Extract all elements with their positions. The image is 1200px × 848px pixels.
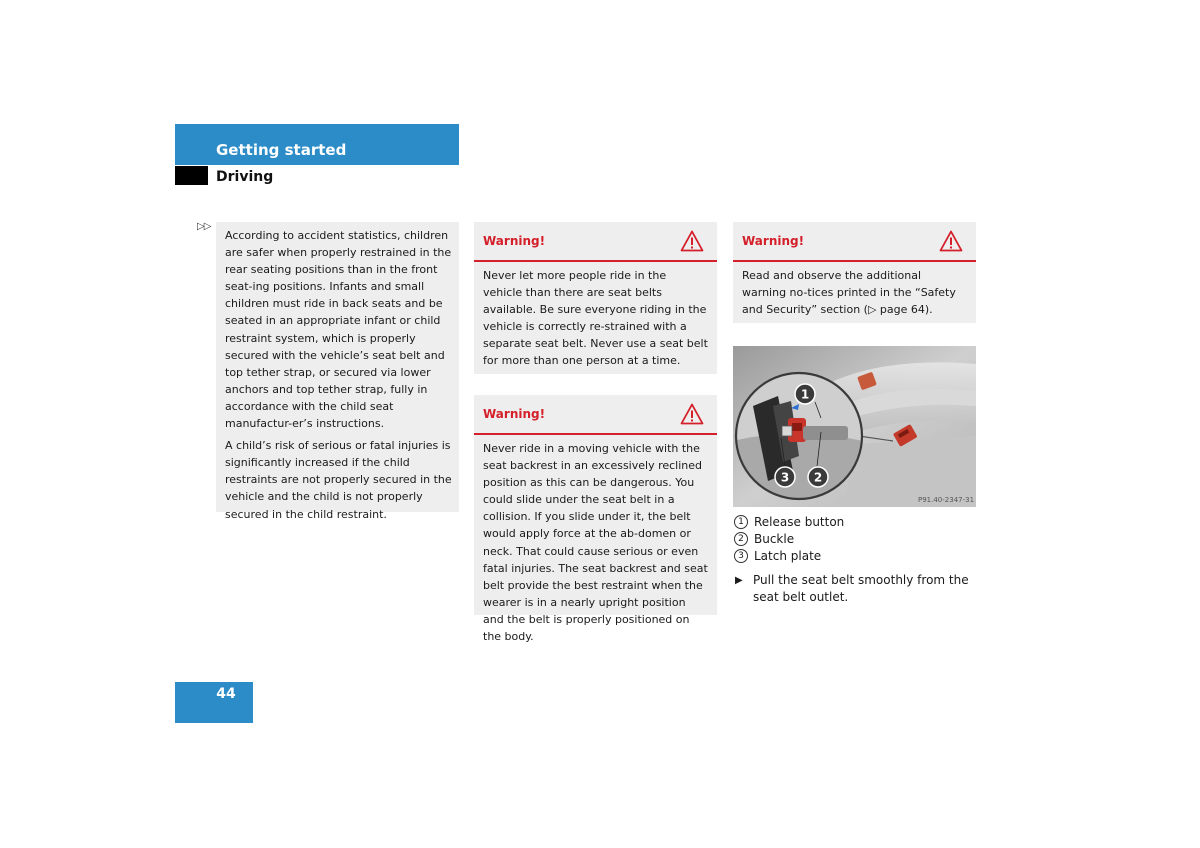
section-tab-marker <box>175 166 208 185</box>
legend-item <box>734 513 977 530</box>
instruction-step <box>735 572 975 607</box>
warning-box <box>733 222 976 323</box>
legend-number: 3 <box>734 549 748 563</box>
warning-label: Warning! <box>742 234 805 248</box>
continuation-marker: ▷▷ <box>197 221 211 232</box>
intro-paragraph: A child’s risk of serious or fatal injuries is significantly increased if the child restraints are not properly secured in the vehicle and the child is not properly secured in the child restraint. <box>225 439 452 521</box>
warning-header <box>474 395 717 435</box>
warning-box <box>474 222 717 374</box>
legend-label: Latch plate <box>754 549 822 564</box>
intro-box <box>216 222 459 521</box>
section-subtitle: Driving <box>216 169 274 185</box>
warning-text: Never let more people ride in the vehicle than there are seat belts available. Be sure everyone riding in the vehicle is correctly re-strained with a separate seat belt. Never use a seat belt for more than one person at a time. <box>483 269 708 368</box>
svg-text:1: 1 <box>800 387 810 402</box>
warning-box <box>474 395 717 644</box>
intro-paragraph: According to accident statistics, children are safer when properly restrained in the rear seating positions than in the front seat-ing positions. Infants and small children must ride in back seats and be seated in an appropriate infant or child restraint system, which is properly secured with the vehicle’s seat belt and top tether strap, or secured via lower anchors and top tether strap, fully in accordance with the child seat manufactur-er’s instructions. <box>225 229 452 431</box>
warning-triangle-icon <box>680 230 704 252</box>
warning-header <box>474 222 717 262</box>
warning-text: Never ride in a moving vehicle with the seat backrest in an excessively reclined position as this can be dangerous. You could slide under the seat belt in a collision. If you slide under it, the belt would apply force at the ab-domen or neck. That could cause serious or even fatal injuries. The seat backrest and seat belt provide the best restraint when the wearer is in a nearly upright position and the belt is properly positioned on the body. <box>483 442 708 644</box>
warning-text: Read and observe the additional warning no-tices printed in the “Safety and Security” section (▷ page 64). <box>742 269 956 317</box>
section-title: Getting started <box>216 141 347 159</box>
legend-item <box>734 530 977 547</box>
figure-code: P91.40-2347-31 <box>918 496 975 504</box>
warning-header <box>733 222 976 262</box>
step-text: Pull the seat belt smoothly from the seat belt outlet. <box>753 573 969 605</box>
callout-3 <box>775 467 795 487</box>
callout-1 <box>795 384 815 404</box>
callout-2 <box>808 467 828 487</box>
legend-number: 2 <box>734 532 748 546</box>
svg-text:3: 3 <box>780 470 790 485</box>
figure-legend <box>734 513 977 565</box>
legend-label: Buckle <box>754 531 795 546</box>
svg-text:2: 2 <box>813 470 823 485</box>
legend-number: 1 <box>734 515 748 529</box>
seat-belt-illustration <box>733 346 976 507</box>
warning-label: Warning! <box>483 407 546 421</box>
step-arrow-icon: ▶ <box>735 575 743 586</box>
warning-triangle-icon <box>939 230 963 252</box>
warning-triangle-icon <box>680 403 704 425</box>
warning-label: Warning! <box>483 234 546 248</box>
page-number: 44 <box>216 686 236 702</box>
legend-item <box>734 548 977 565</box>
legend-label: Release button <box>754 514 845 529</box>
